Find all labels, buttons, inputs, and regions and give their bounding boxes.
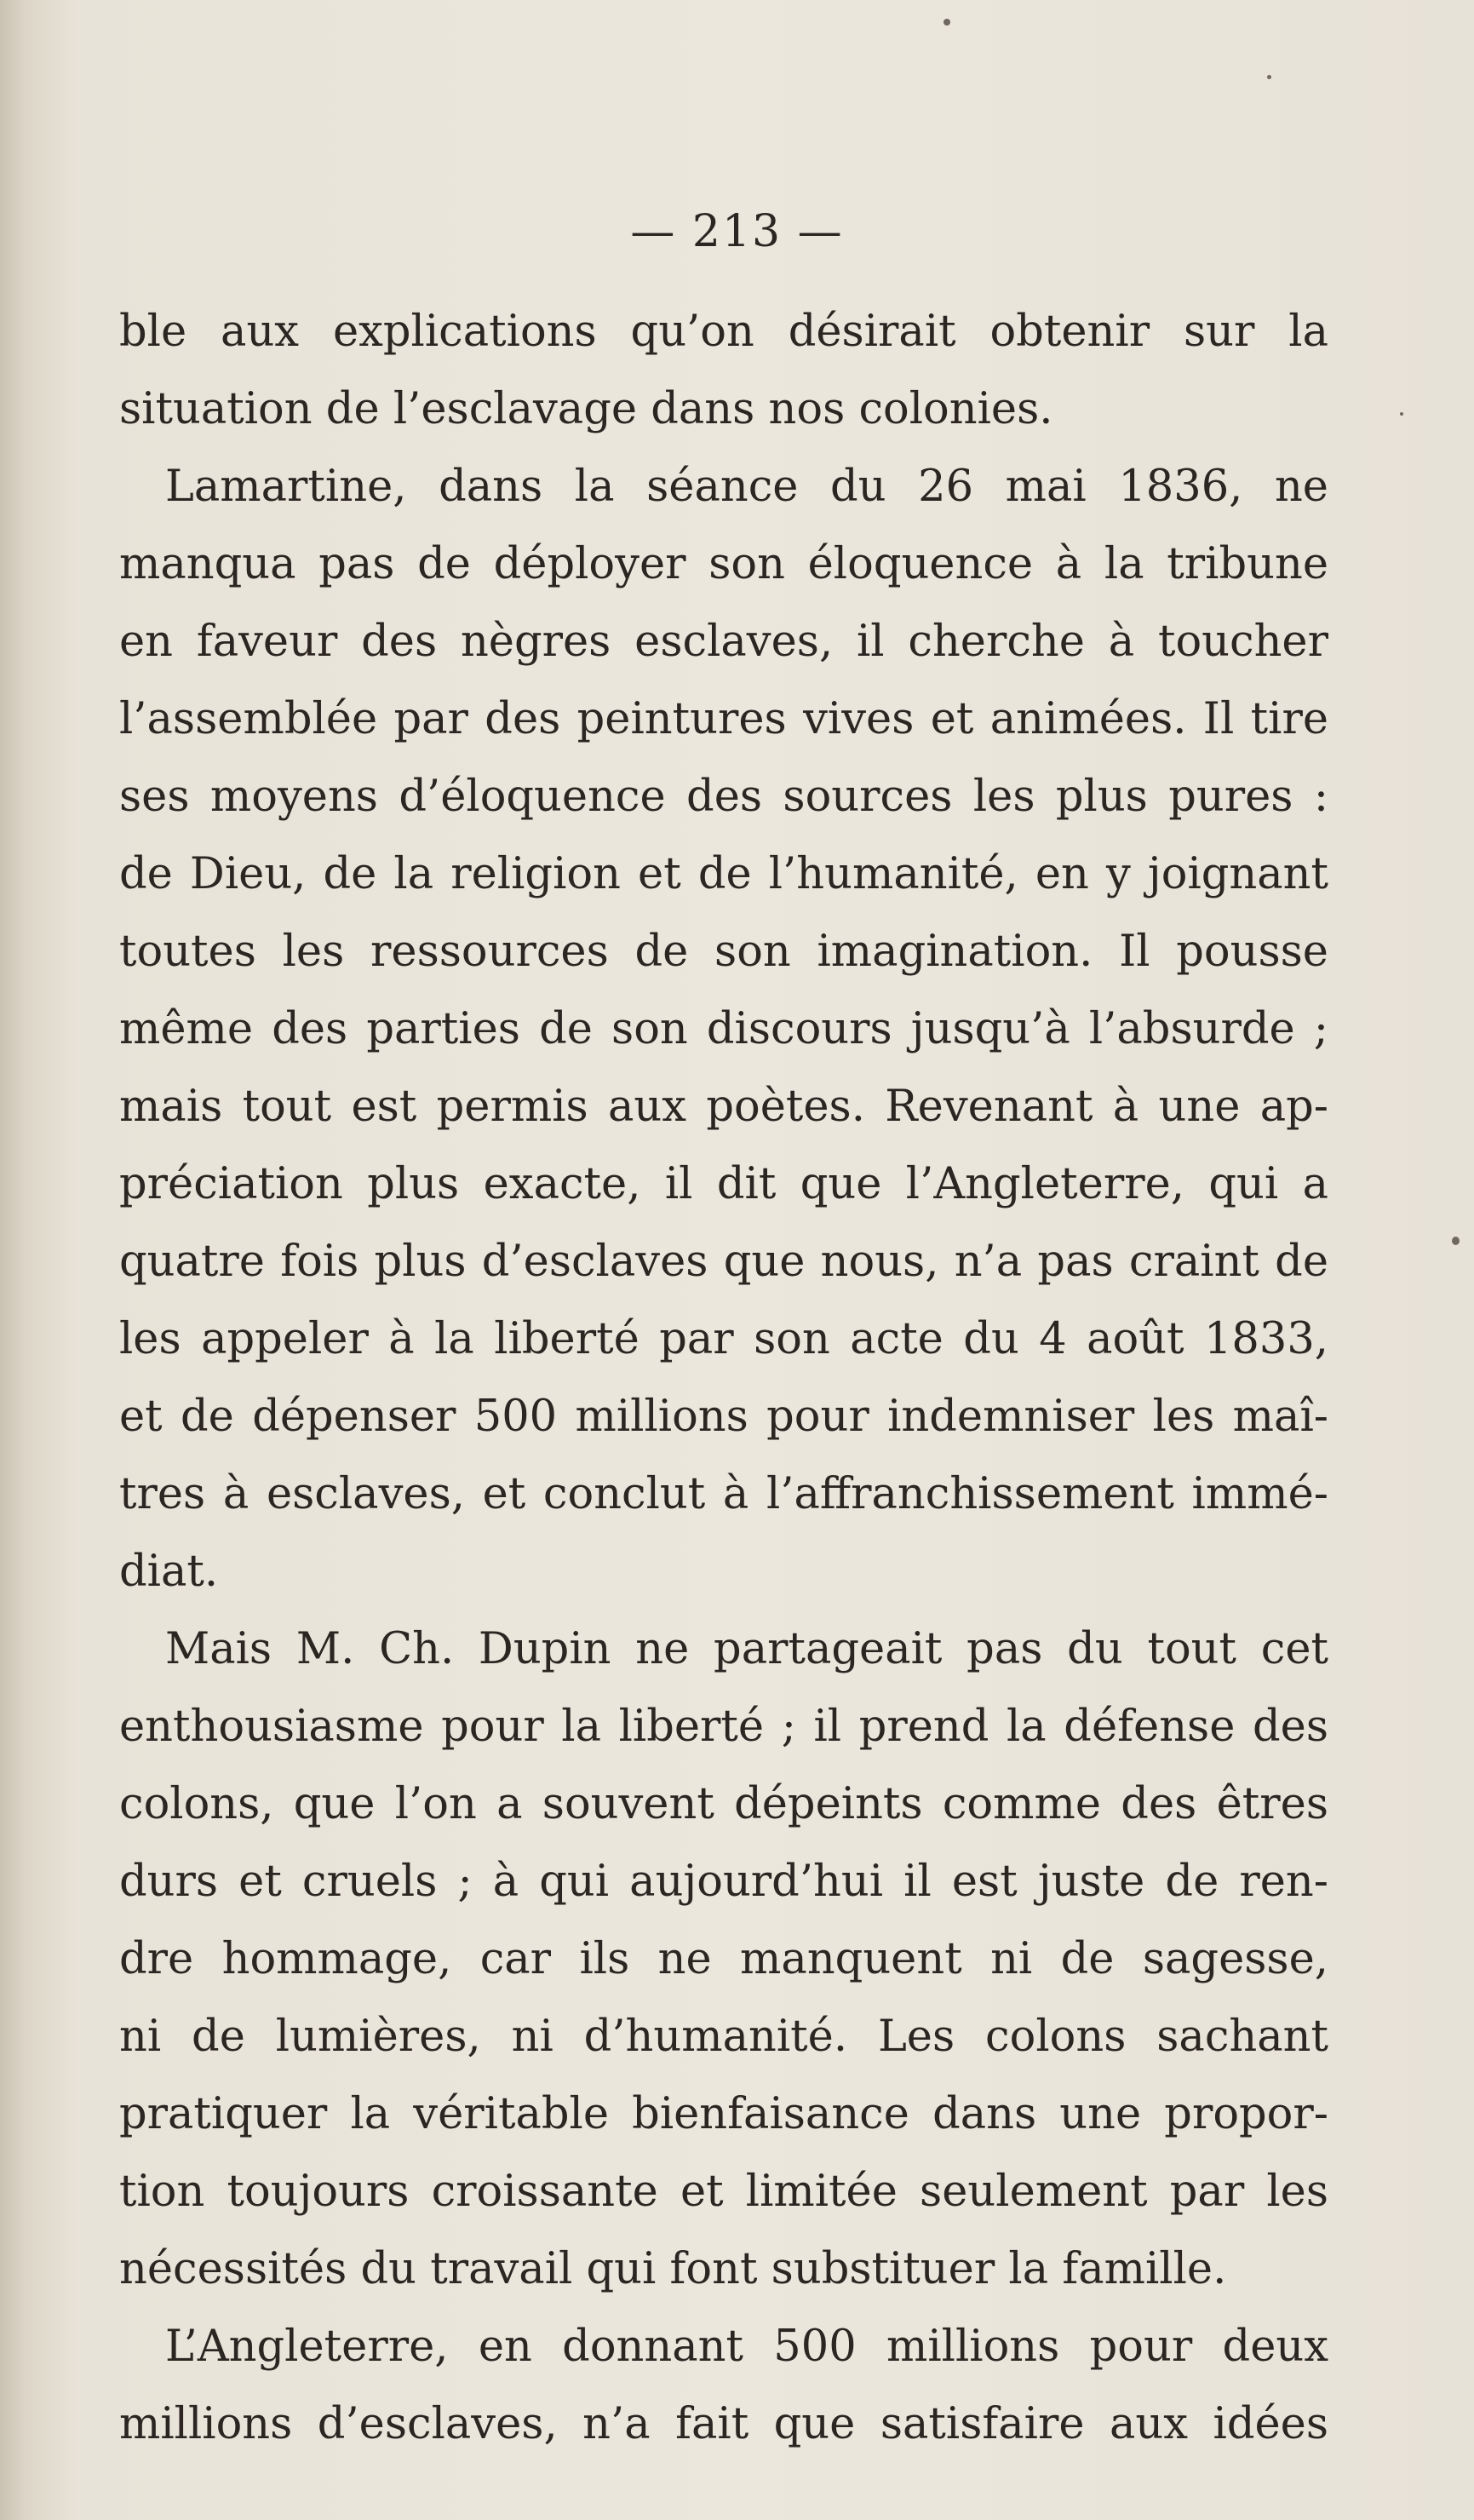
text-line: colons, que l’on a souvent dépeints comme des êtres xyxy=(119,1779,1328,1829)
page-number: — 213 — xyxy=(630,206,844,257)
text-line: millions d’esclaves, n’a fait que satisfaire aux idées xyxy=(119,2399,1328,2449)
text-line: situation de l’esclavage dans nos colonies. xyxy=(119,384,1053,434)
print-speck xyxy=(1400,412,1403,416)
text-line: diat. xyxy=(119,1547,219,1597)
text-line: Mais M. Ch. Dupin ne partageait pas du tout cet xyxy=(165,1624,1328,1674)
text-line: Lamartine, dans la séance du 26 mai 1836, ne xyxy=(165,462,1328,512)
text-line: mais tout est permis aux poètes. Revenant à une ap- xyxy=(119,1082,1328,1132)
text-line: en faveur des nègres esclaves, il cherche à toucher xyxy=(119,617,1328,667)
text-line: enthousiasme pour la liberté ; il prend la défense des xyxy=(119,1702,1328,1752)
text-line: ni de lumières, ni d’humanité. Les colons sachant xyxy=(119,2012,1328,2062)
text-line: manqua pas de déployer son éloquence à la tribune xyxy=(119,539,1328,589)
text-line: ble aux explications qu’on désirait obtenir sur la xyxy=(119,307,1328,357)
text-line: L’Angleterre, en donnant 500 millions pour deux xyxy=(165,2322,1328,2372)
text-line: toutes les ressources de son imagination. Il pousse xyxy=(119,927,1328,977)
text-line: ses moyens d’éloquence des sources les plus pures : xyxy=(119,772,1328,822)
text-line: durs et cruels ; à qui aujourd’hui il est juste de ren- xyxy=(119,1857,1328,1907)
text-line: pratiquer la véritable bienfaisance dans une propor- xyxy=(119,2089,1328,2139)
text-line: de Dieu, de la religion et de l’humanité, en y joignant xyxy=(119,849,1328,899)
text-line: et de dépenser 500 millions pour indemniser les maî- xyxy=(119,1392,1328,1442)
text-line: tres à esclaves, et conclut à l’affranchissement immé- xyxy=(119,1469,1328,1519)
text-line: tion toujours croissante et limitée seulement par les xyxy=(119,2167,1328,2217)
print-speck xyxy=(1452,1237,1460,1245)
text-line: même des parties de son discours jusqu’à l’absurde ; xyxy=(119,1004,1328,1054)
body-text xyxy=(119,293,1328,2463)
print-speck xyxy=(1267,75,1271,79)
text-line: nécessités du travail qui font substituer la famille. xyxy=(119,2244,1227,2294)
text-line: les appeler à la liberté par son acte du 4 août 1833, xyxy=(119,1314,1328,1364)
text-line: préciation plus exacte, il dit que l’Angleterre, qui a xyxy=(119,1159,1328,1209)
print-speck xyxy=(943,19,950,26)
text-line: quatre fois plus d’esclaves que nous, n’a pas craint de xyxy=(119,1237,1328,1287)
text-line: dre hommage, car ils ne manquent ni de sagesse, xyxy=(119,1934,1328,1984)
text-line: l’assemblée par des peintures vives et animées. Il tire xyxy=(119,694,1328,744)
